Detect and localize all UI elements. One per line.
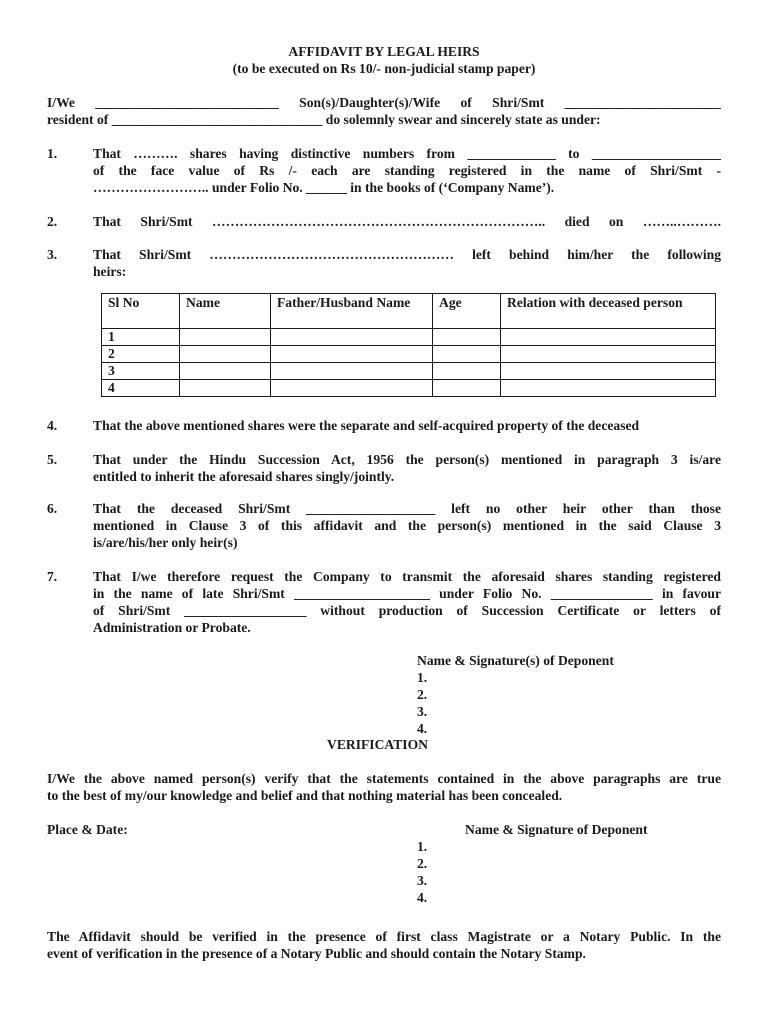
clause-4-number: 4. (47, 418, 58, 433)
row-name-cell (180, 380, 271, 397)
verification-item-1: 1. (417, 839, 428, 854)
row-age-cell (433, 380, 501, 397)
row-age-cell (433, 329, 501, 346)
clause-6-line-1: That the deceased Shri/Smt ___________________ left no other heir other than those (93, 501, 721, 516)
row-sl-no: 1 (102, 329, 180, 346)
table-row (102, 329, 716, 346)
verification-item-2: 2. (417, 856, 428, 871)
column-header-sl-no: Sl No (102, 294, 180, 329)
row-relation-cell (501, 380, 716, 397)
clause-2-number: 2. (47, 214, 58, 229)
clause-1-line-2: of the face value of Rs /- each are standing registered in the name of Shri/Smt - (93, 163, 721, 178)
deponent-item-3: 3. (417, 704, 428, 719)
deponent-item-4: 4. (417, 721, 428, 736)
row-age-cell (433, 346, 501, 363)
row-relation-cell (501, 346, 716, 363)
clause-4-line-1: That the above mentioned shares were the separate and self-acquired property of the deceased (93, 418, 640, 433)
clause-5-line-2: entitled to inherit the aforesaid shares singly/jointly. (93, 469, 395, 484)
row-father-husband-cell (271, 329, 433, 346)
clause-7-line-1: That I/we therefore request the Company to transmit the aforesaid shares standing registered (93, 569, 721, 584)
place-date-label: Place & Date: (47, 822, 128, 837)
verification-line-1: I/We the above named person(s) verify that the statements contained in the above paragraphs are true (47, 771, 721, 786)
clause-2-line-1: That Shri/Smt ……………………………………………………………….. died on ……..………. (93, 214, 721, 229)
document-subtitle: (to be executed on Rs 10/- non-judicial stamp paper) (232, 61, 536, 76)
verification-item-4: 4. (417, 890, 428, 905)
deponent-signature-heading: Name & Signature(s) of Deponent (417, 653, 614, 668)
deponent-item-2: 2. (417, 687, 428, 702)
clause-6-number: 6. (47, 501, 58, 516)
table-row (102, 346, 716, 363)
heirs-table (101, 293, 716, 397)
row-sl-no: 3 (102, 363, 180, 380)
row-father-husband-cell (271, 346, 433, 363)
row-sl-no: 4 (102, 380, 180, 397)
table-row (102, 363, 716, 380)
footer-note-line-1: The Affidavit should be verified in the presence of first class Magistrate or a Notary Public. In the (47, 929, 721, 944)
verification-item-3: 3. (417, 873, 428, 888)
clause-3-line-2: heirs: (93, 264, 127, 279)
clause-7-number: 7. (47, 569, 58, 584)
clause-5-number: 5. (47, 452, 58, 467)
clause-1-number: 1. (47, 146, 58, 161)
column-header-relation: Relation with deceased person (501, 294, 716, 329)
clause-3-line-1: That Shri/Smt ……………………………………………… left behind him/her the following (93, 247, 721, 262)
clause-7-line-2: in the name of late Shri/Smt ____________________ under Folio No. _______________ in favour (93, 586, 721, 601)
table-row (102, 380, 716, 397)
row-age-cell (433, 363, 501, 380)
row-name-cell (180, 363, 271, 380)
column-header-age: Age (433, 294, 501, 329)
column-header-father-husband-name: Father/Husband Name (271, 294, 433, 329)
deponent-item-1: 1. (417, 670, 428, 685)
verification-signature-heading: Name & Signature of Deponent (465, 822, 648, 837)
verification-heading: VERIFICATION (327, 737, 428, 752)
footer-note-line-2: event of verification in the presence of a Notary Public and should contain the Notary Stamp. (47, 946, 586, 961)
clause-7-line-3: of Shri/Smt __________________ without production of Succession Certificate or letters of (93, 603, 721, 618)
clause-6-line-2: mentioned in Clause 3 of this affidavit and the person(s) mentioned in the said Clause 3 (93, 518, 721, 533)
clause-7-line-4: Administration or Probate. (93, 620, 251, 635)
row-father-husband-cell (271, 363, 433, 380)
clause-1-line-3: …………………….. under Folio No. ______ in the books of (‘Company Name’). (93, 180, 555, 195)
document-title: AFFIDAVIT BY LEGAL HEIRS (288, 44, 480, 59)
heirs-table-header-row (102, 294, 716, 329)
row-name-cell (180, 329, 271, 346)
clause-1-line-1: That ………. shares having distinctive numbers from _____________ to ___________________ (93, 146, 721, 161)
intro-line-2: resident of _______________________________ do solemnly swear and sincerely state as under: (47, 112, 601, 127)
column-header-name: Name (180, 294, 271, 329)
row-father-husband-cell (271, 380, 433, 397)
intro-line-1: I/We ___________________________ Son(s)/Daughter(s)/Wife of Shri/Smt _______________________ (47, 95, 721, 110)
clause-5-line-1: That under the Hindu Succession Act, 1956 the person(s) mentioned in paragraph 3 is/are (93, 452, 721, 467)
row-name-cell (180, 346, 271, 363)
row-relation-cell (501, 329, 716, 346)
clause-3-number: 3. (47, 247, 58, 262)
clause-6-line-3: is/are/his/her only heir(s) (93, 535, 238, 550)
row-relation-cell (501, 363, 716, 380)
row-sl-no: 2 (102, 346, 180, 363)
verification-line-2: to the best of my/our knowledge and belief and that nothing material has been concealed. (47, 788, 563, 803)
